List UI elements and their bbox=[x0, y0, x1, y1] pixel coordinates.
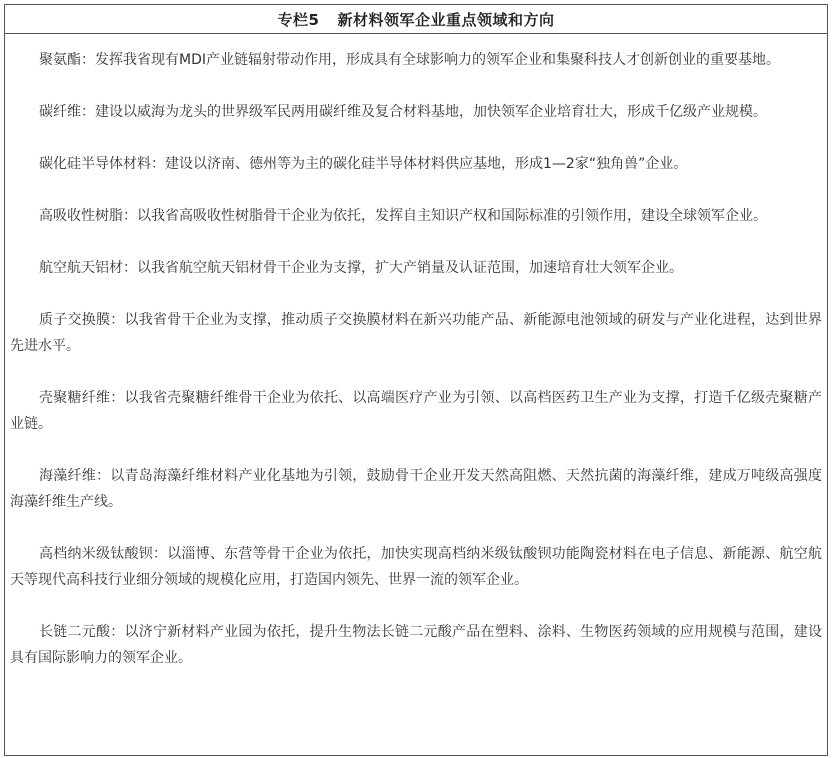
entry-chitosan-fiber bbox=[10, 385, 822, 437]
column-number: 专栏5 bbox=[277, 10, 320, 29]
entry-separator: ： bbox=[110, 390, 125, 406]
entry-name: 聚氨酯 bbox=[39, 52, 81, 68]
entry-text: 以我省壳聚糖纤维骨干企业为依托、以高端医疗产业为引领、以高档医药卫生产业为支撑，打造千亿级壳聚糖产业链。 bbox=[10, 390, 823, 432]
entry-text: 以我省高吸收性树脂骨干企业为依托，发挥自主知识产权和国际标准的引领作用，建设全球领军企业。 bbox=[137, 208, 767, 224]
entry-name: 长链二元酸 bbox=[39, 624, 111, 640]
entry-text: 以我省骨干企业为支撑，推动质子交换膜材料在新兴功能产品、新能源电池领域的研发与产业化进程，达到世界先进水平。 bbox=[10, 312, 823, 354]
entry-name: 碳纤维 bbox=[39, 104, 81, 120]
entry-silicon-carbide bbox=[10, 151, 822, 177]
entry-carbon-fiber bbox=[10, 99, 822, 125]
entry-name: 壳聚糖纤维 bbox=[39, 390, 111, 406]
entry-separator: ： bbox=[152, 546, 168, 562]
entry-separator: ： bbox=[95, 468, 111, 484]
column-header bbox=[5, 5, 827, 34]
entry-separator: ： bbox=[110, 312, 125, 328]
entry-name: 碳化硅半导体材料 bbox=[39, 156, 151, 172]
entry-text: 建设以济南、德州等为主的碳化硅半导体材料供应基地，形成1—2家“独角兽”企业。 bbox=[165, 156, 688, 172]
entry-proton-exchange-membrane bbox=[10, 307, 822, 359]
entry-name: 海藻纤维 bbox=[39, 468, 96, 484]
entry-separator: ： bbox=[81, 52, 95, 68]
entry-separator: ： bbox=[151, 156, 165, 172]
entry-name: 质子交换膜 bbox=[39, 312, 111, 328]
entry-seaweed-fiber bbox=[10, 463, 822, 515]
entry-separator: ： bbox=[110, 624, 125, 640]
entry-list bbox=[5, 34, 827, 671]
entry-text: 建设以威海为龙头的世界级军民两用碳纤维及复合材料基地，加快领军企业培育壮大，形成千亿级产业规模。 bbox=[95, 104, 767, 120]
entry-name: 高档纳米级钛酸钡 bbox=[39, 546, 153, 562]
entry-dicarboxylic-acid bbox=[10, 619, 822, 671]
entry-polyurethane bbox=[10, 47, 822, 73]
entry-text: 以济宁新材料产业园为依托，提升生物法长链二元酸产品在塑料、涂料、生物医药领域的应用规模与范围，建设具有国际影响力的领军企业。 bbox=[10, 624, 823, 666]
entry-text: 以淄博、东营等骨干企业为依托，加快实现高档纳米级钛酸钡功能陶瓷材料在电子信息、新能源、航空航天等现代高科技行业细分领域的规模化应用，打造国内领先、世界一流的领军企业。 bbox=[10, 546, 823, 588]
entry-absorbent-resin bbox=[10, 203, 822, 229]
entry-text: 发挥我省现有MDI产业链辐射带动作用，形成具有全球影响力的领军企业和集聚科技人才创新创业的重要基地。 bbox=[95, 52, 780, 68]
entry-separator: ： bbox=[123, 260, 137, 276]
entry-aerospace-aluminum bbox=[10, 255, 822, 281]
column-box bbox=[4, 4, 828, 756]
entry-text: 以我省航空航天铝材骨干企业为支撑，扩大产销量及认证范围，加速培育壮大领军企业。 bbox=[137, 260, 683, 276]
entry-name: 航空航天铝材 bbox=[39, 260, 123, 276]
column-title: 新材料领军企业重点领域和方向 bbox=[337, 10, 555, 29]
entry-name: 高吸收性树脂 bbox=[39, 208, 123, 224]
entry-separator: ： bbox=[123, 208, 137, 224]
entry-separator: ： bbox=[81, 104, 95, 120]
entry-text: 以青岛海藻纤维材料产业化基地为引领，鼓励骨干企业开发天然高阻燃、天然抗菌的海藻纤维，建成万吨级高强度海藻纤维生产线。 bbox=[10, 468, 823, 510]
entry-barium-titanate bbox=[10, 541, 822, 593]
